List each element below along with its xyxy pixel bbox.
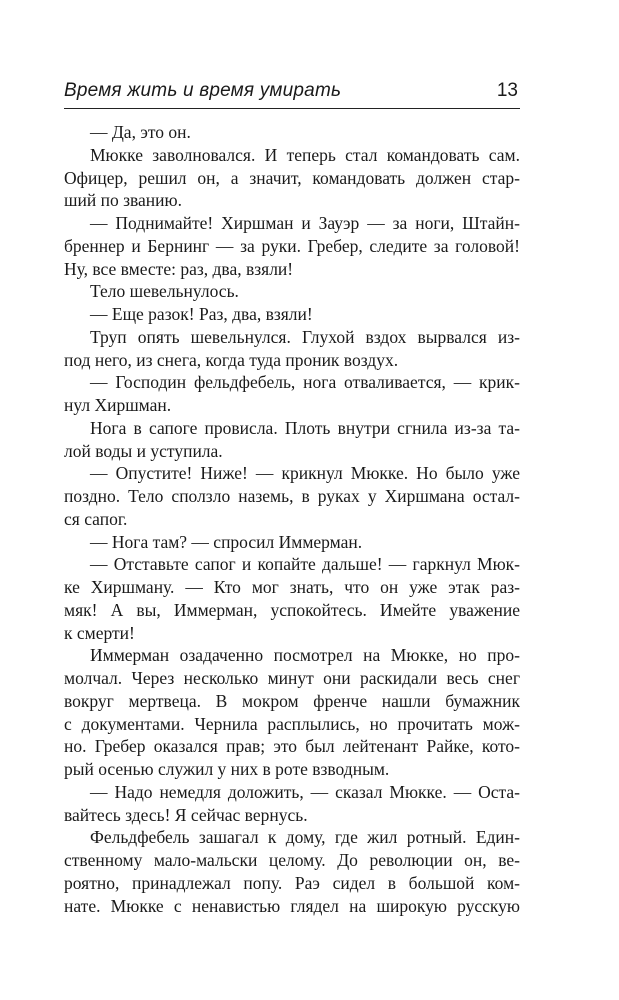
- text-line: ке Хиршману. — Кто мог знать, что он уже этак раз-: [64, 577, 520, 597]
- text-line: — Опустите! Ниже! — крикнул Мюкке. Но было уже: [90, 463, 520, 484]
- text-line: мяк! А вы, Иммерман, успокойтесь. Имейте уважение: [64, 599, 520, 620]
- text-line: Фельдфебель зашагал к дому, где жил ротный. Един-: [90, 827, 520, 848]
- text-line: Труп опять шевельнулся. Глухой вздох вырвался из-: [90, 326, 520, 347]
- text-line: вайтесь здесь! Я сейчас вернусь.: [64, 804, 308, 825]
- text-line: — Еще разок! Раз, два, взяли!: [90, 304, 313, 324]
- text-line: нате. Мюкке с ненавистью глядел на широкую русскую: [64, 895, 520, 916]
- body-text: [64, 121, 520, 917]
- text-line: с документами. Чернила расплылись, но прочитать мож-: [64, 713, 520, 734]
- text-line: молчал. Через несколько минут они раскидали весь снег: [64, 668, 520, 688]
- text-line: — Надо немедля доложить, — сказал Мюкке. — Оста-: [90, 781, 520, 802]
- text-line: ший по званию.: [64, 190, 182, 211]
- text-line: рый осенью служил у них в роте взводным.: [64, 759, 390, 779]
- text-line: Тело шевельнулось.: [90, 281, 239, 302]
- page-header: [64, 74, 520, 109]
- text-line: — Отставьте сапог и копайте дальше! — гаркнул Мюк-: [90, 554, 520, 575]
- text-line: вокруг мертвеца. В мокром френче нашли бумажник: [64, 690, 520, 711]
- text-line: лой воды и уступила.: [64, 440, 223, 461]
- text-line: — Господин фельдфебель, нога отваливается, — крик-: [90, 372, 520, 393]
- text-line: поздно. Тело сползло наземь, в руках у Хиршмана остал-: [64, 486, 520, 506]
- text-line: роятно, принадлежал попу. Раэ сидел в большой ком-: [64, 872, 520, 893]
- text-line: бреннер и Бернинг — за руки. Гребер, следите за головой!: [64, 235, 520, 256]
- text-line: но. Гребер оказался прав; это был лейтенант Райке, кото-: [64, 736, 520, 757]
- text-line: Иммерман озадаченно посмотрел на Мюкке, но про-: [90, 645, 520, 666]
- text-line: ся сапог.: [64, 508, 128, 529]
- text-line: Нога в сапоге провисла. Плоть внутри сгнила из-за та-: [90, 417, 520, 438]
- text-line: — Поднимайте! Хиршман и Зауэр — за ноги, Штайн-: [90, 213, 520, 233]
- text-line: Ну, все вместе: раз, два, взяли!: [64, 258, 294, 279]
- text-line: под него, из снега, когда туда проник воздух.: [64, 349, 399, 370]
- running-title: Время жить и время умирать: [64, 80, 342, 101]
- text-line: — Да, это он.: [90, 122, 191, 142]
- text-line: к смерти!: [64, 622, 135, 643]
- text-line: ственному мало-мальски целому. До революции он, ве-: [64, 850, 520, 870]
- text-line: Мюкке заволновался. И теперь стал командовать сам.: [90, 144, 520, 165]
- page-number: 13: [496, 80, 518, 101]
- text-line: Офицер, решил он, а значит, командовать должен стар-: [64, 167, 520, 188]
- text-line: — Нога там? — спросил Иммерман.: [90, 531, 363, 552]
- text-line: нул Хиршман.: [64, 395, 172, 415]
